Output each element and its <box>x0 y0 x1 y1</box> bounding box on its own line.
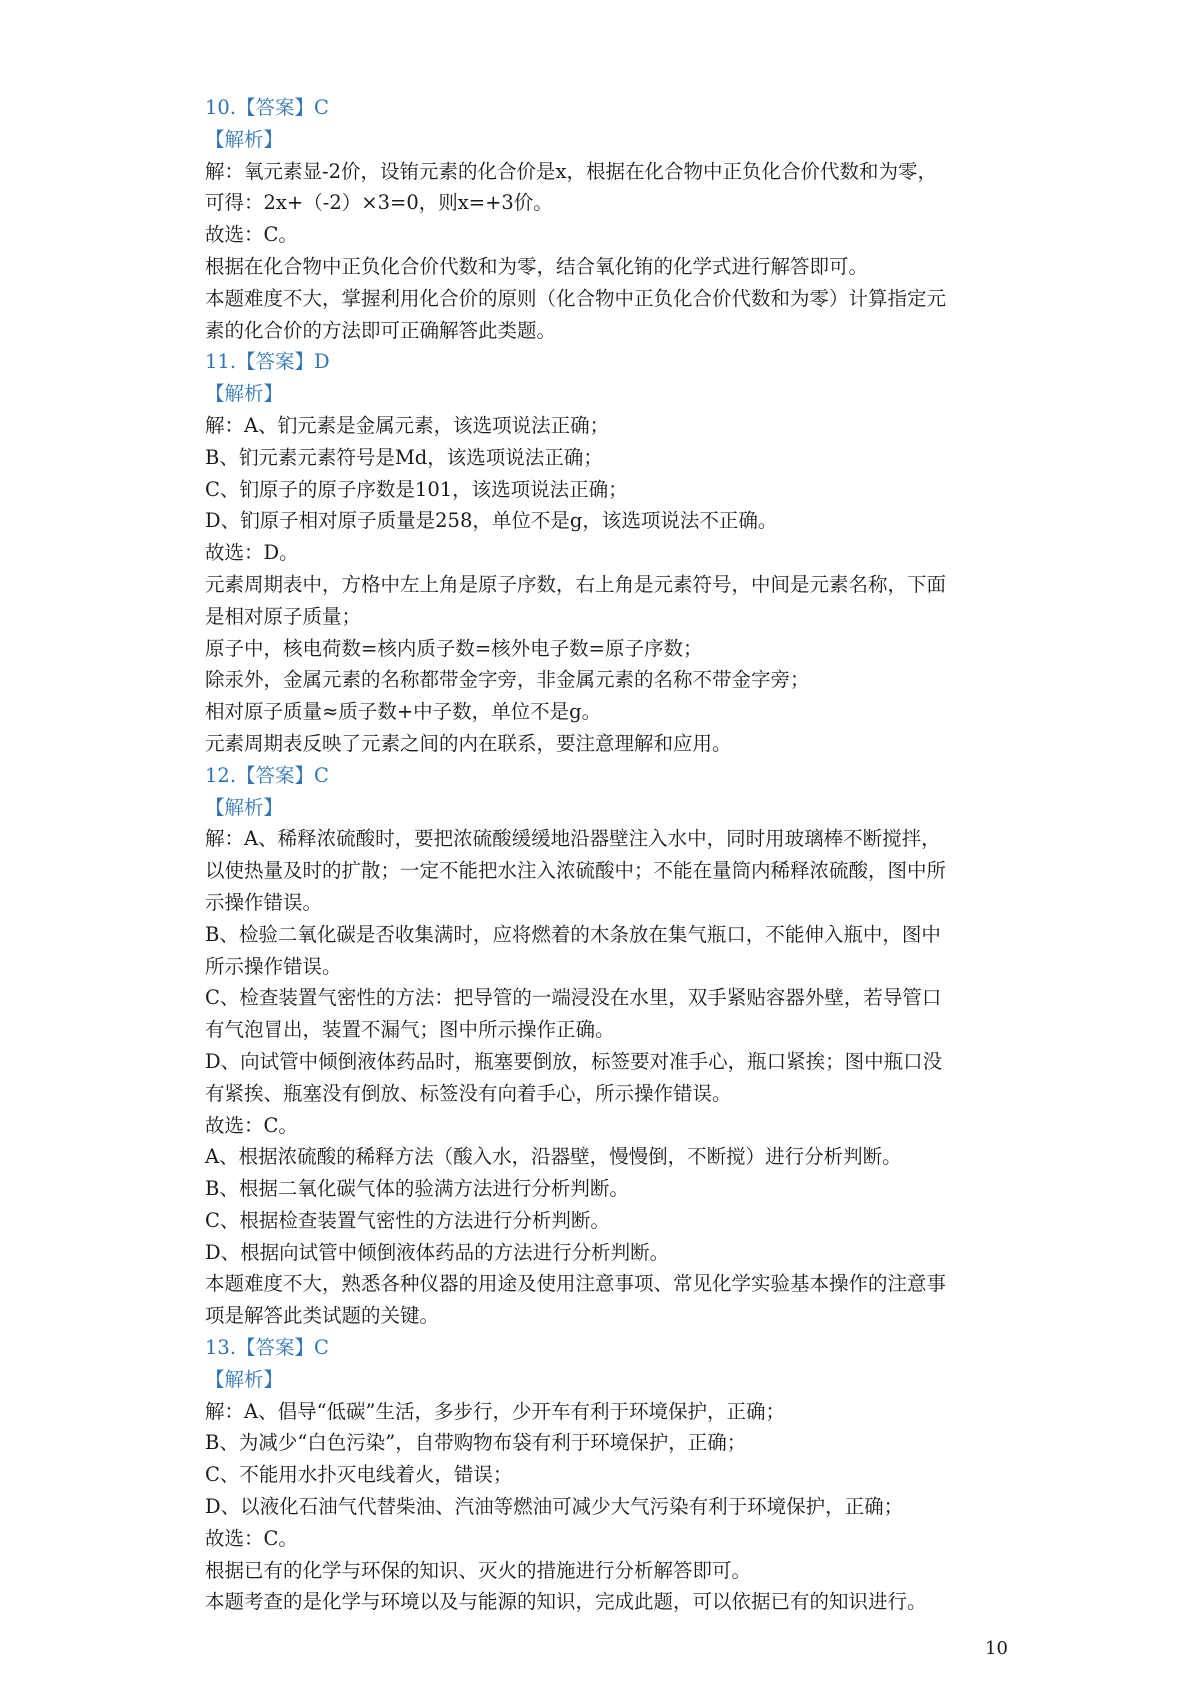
text-line: 解：氧元素显-2价，设铕元素的化合价是x，根据在化合物中正负化合价代数和为零， <box>205 159 937 183</box>
text-line: 除汞外，金属元素的名称都带金字旁，非金属元素的名称不带金字旁； <box>205 668 810 692</box>
section-heading-line: 【解析】 <box>205 795 284 819</box>
text-line: B、钔元素元素符号是Md，该选项说法正确； <box>205 445 603 469</box>
text-line: B、根据二氧化碳气体的验满方法进行分析判断。 <box>205 1177 629 1201</box>
document-page <box>205 92 1005 1618</box>
text-line: 原子中，核电荷数=核内质子数=核外电子数=原子序数； <box>205 636 703 660</box>
text-line: C、不能用水扑灭电线着火，错误； <box>205 1463 513 1487</box>
text-line: B、检验二氧化碳是否收集满时，应将燃着的木条放在集气瓶口，不能伸入瓶中，图中 <box>205 922 941 946</box>
text-line: 可得：2x+（-2）×3=0，则x=+3价。 <box>205 191 553 215</box>
section-heading-line: 11.【答案】D <box>205 350 330 374</box>
text-line: 素的化合价的方法即可正确解答此类题。 <box>205 318 557 342</box>
text-line: 故选：C。 <box>205 1113 298 1137</box>
text-line: 元素周期表中，方格中左上角是原子序数，右上角是元素符号，中间是元素名称，下面 <box>205 572 947 596</box>
text-line: C、钔原子的原子序数是101，该选项说法正确； <box>205 477 628 501</box>
text-line: 以使热量及时的扩散；一定不能把水注入浓硫酸中；不能在量筒内稀释浓硫酸，图中所 <box>205 859 947 883</box>
text-line: A、根据浓硫酸的稀释方法（酸入水，沿器壁，慢慢倒，不断搅）进行分析判断。 <box>205 1145 902 1169</box>
text-line: D、根据向试管中倾倒液体药品的方法进行分析判断。 <box>205 1240 670 1264</box>
text-line: 有紧挨、瓶塞没有倒放、标签没有向着手心，所示操作错误。 <box>205 1081 732 1105</box>
text-line: 项是解答此类试题的关键。 <box>205 1304 440 1328</box>
text-line: B、为减少“白色污染”，自带购物布袋有利于环境保护，正确； <box>205 1431 747 1455</box>
text-line: 解：A、稀释浓硫酸时，要把浓硫酸缓缓地沿器壁注入水中，同时用玻璃棒不断搅拌， <box>205 827 941 851</box>
section-heading-line: 【解析】 <box>205 127 284 151</box>
text-line: 解：A、钔元素是金属元素，该选项说法正确； <box>205 413 610 437</box>
text-line: 本题难度不大，掌握利用化合价的原则（化合物中正负化合价代数和为零）计算指定元 <box>205 286 947 310</box>
section-heading-line: 12.【答案】C <box>205 763 329 787</box>
section-heading-line: 10.【答案】C <box>205 96 329 119</box>
text-line: 相对原子质量≈质子数+中子数，单位不是g。 <box>205 700 602 724</box>
text-line: 根据已有的化学与环保的知识、灭火的措施进行分析解答即可。 <box>205 1558 752 1582</box>
text-line: 示操作错误。 <box>205 890 323 914</box>
section-heading-line: 【解析】 <box>205 382 284 406</box>
text-line: C、根据检查装置气密性的方法进行分析判断。 <box>205 1208 610 1232</box>
section-heading-line: 13.【答案】C <box>205 1336 329 1360</box>
section-heading-line: 【解析】 <box>205 1367 284 1391</box>
text-line: 故选：D。 <box>205 541 299 565</box>
text-line: D、向试管中倾倒液体药品时，瓶塞要倒放，标签要对准手心，瓶口紧挨；图中瓶口没 <box>205 1049 943 1073</box>
text-line: 所示操作错误。 <box>205 954 342 978</box>
text-line: D、钔原子相对原子质量是258，单位不是g，该选项说法不正确。 <box>205 509 778 533</box>
text-line: 解：A、倡导“低碳”生活，多步行，少开车有利于环境保护，正确； <box>205 1399 786 1423</box>
text-line: 本题考查的是化学与环境以及与能源的知识，完成此题，可以依据已有的知识进行。 <box>205 1590 927 1614</box>
text-line: D、以液化石油气代替柴油、汽油等燃油可减少大气污染有利于环境保护，正确； <box>205 1495 904 1519</box>
text-line: 故选：C。 <box>205 1526 298 1550</box>
page-number: 10 <box>985 1638 1008 1659</box>
text-line: 故选：C。 <box>205 223 298 247</box>
text-line: 根据在化合物中正负化合价代数和为零，结合氧化铕的化学式进行解答即可。 <box>205 254 869 278</box>
text-line: 元素周期表反映了元素之间的内在联系，要注意理解和应用。 <box>205 731 732 755</box>
text-line: 是相对原子质量； <box>205 604 362 628</box>
text-line: 本题难度不大，熟悉各种仪器的用途及使用注意事项、常见化学实验基本操作的注意事 <box>205 1272 947 1296</box>
text-line: C、检查装置气密性的方法：把导管的一端浸没在水里，双手紧贴容器外壁，若导管口 <box>205 986 942 1010</box>
text-line: 有气泡冒出，装置不漏气；图中所示操作正确。 <box>205 1018 615 1042</box>
